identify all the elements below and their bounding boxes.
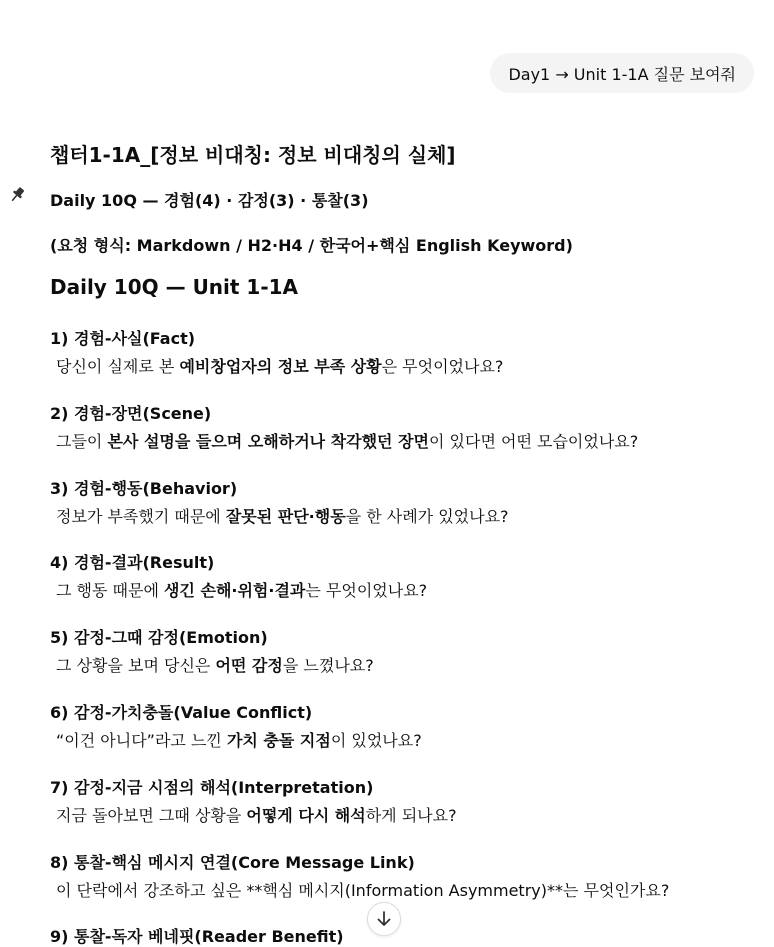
question-title: 3) 경험-행동(Behavior): [50, 478, 238, 498]
question-body: [56, 653, 374, 676]
question-body: [56, 504, 509, 527]
question-text: 이 단락에서 강조하고 싶은 **핵심 메시지(Information Asymmetry)**는 무엇인가요?: [56, 880, 670, 900]
scroll-down-button[interactable]: [367, 902, 401, 936]
question-body: [56, 354, 503, 377]
pushpin-icon: [7, 185, 27, 205]
question-body: [56, 803, 457, 826]
question-text: 이 있었나요?: [330, 731, 422, 750]
question-text: 을 느꼈나요?: [282, 656, 374, 676]
question-text: 그 행동 때문에: [56, 581, 164, 601]
format-note: (요청 형식: Markdown / H2·H4 / 한국어+핵심 English Keyword): [50, 236, 573, 255]
question-keyword: 예비창업자의 정보 부족 상황: [179, 357, 382, 376]
user-message-text: Day1 → Unit 1-1A 질문 보여줘: [508, 64, 736, 84]
question-title: 5) 감정-그때 감정(Emotion): [50, 628, 268, 648]
question-body: [56, 429, 638, 452]
question-text: 그 상황을 보며 당신은: [56, 656, 216, 676]
section-heading: Daily 10Q — Unit 1-1A: [50, 275, 299, 299]
question-title: 8) 통찰-핵심 메시지 연결(Core Message Link): [50, 852, 415, 872]
arrow-down-icon: [375, 910, 393, 928]
question-text: 그들이: [56, 431, 108, 451]
question-body: [56, 578, 427, 601]
question-title: 4) 경험-결과(Result): [50, 553, 215, 573]
question-title: 1) 경험-사실(Fact): [50, 329, 196, 348]
question-keyword: 생긴 손해·위험·결과: [164, 581, 306, 601]
question-text: “이건 아니다”라고 느낀: [56, 731, 227, 750]
question-title: 2) 경험-장면(Scene): [50, 403, 212, 423]
question-text: 을 한 사례가 있었나요?: [345, 506, 509, 526]
question-text: 은 무엇이었나요?: [381, 357, 504, 376]
reply-title: 챕터1-1A_[정보 비대칭: 정보 비대칭의 실체]: [50, 143, 456, 167]
question-title: 9) 통찰-독자 베네핏(Reader Benefit): [50, 927, 344, 947]
question-text: 하게 되나요?: [365, 805, 457, 825]
question-text: 지금 돌아보면 그때 상황을: [56, 805, 247, 825]
question-title: 6) 감정-가치충돌(Value Conflict): [50, 703, 313, 722]
question-text: 당신이 실제로 본: [56, 357, 180, 376]
question-keyword: 어떻게 다시 해석: [246, 805, 366, 825]
question-text: 이 있다면 어떤 모습이었나요?: [429, 431, 639, 451]
question-keyword: 어떤 감정: [215, 656, 283, 676]
question-body: [56, 878, 669, 901]
question-text: 정보가 부족했기 때문에: [56, 506, 226, 526]
question-body: [56, 728, 422, 751]
question-title: 7) 감정-지금 시점의 해석(Interpretation): [50, 777, 374, 797]
user-message-bubble: [490, 53, 754, 93]
question-keyword: 잘못된 판단·행동: [225, 506, 346, 526]
question-text: 는 무엇이었나요?: [305, 581, 428, 601]
question-keyword: 본사 설명을 들으며 오해하거나 착각했던 장면: [107, 431, 429, 451]
question-keyword: 가치 충돌 지점: [226, 731, 331, 750]
reply-subtitle: Daily 10Q — 경험(4) · 감정(3) · 통찰(3): [50, 191, 369, 210]
